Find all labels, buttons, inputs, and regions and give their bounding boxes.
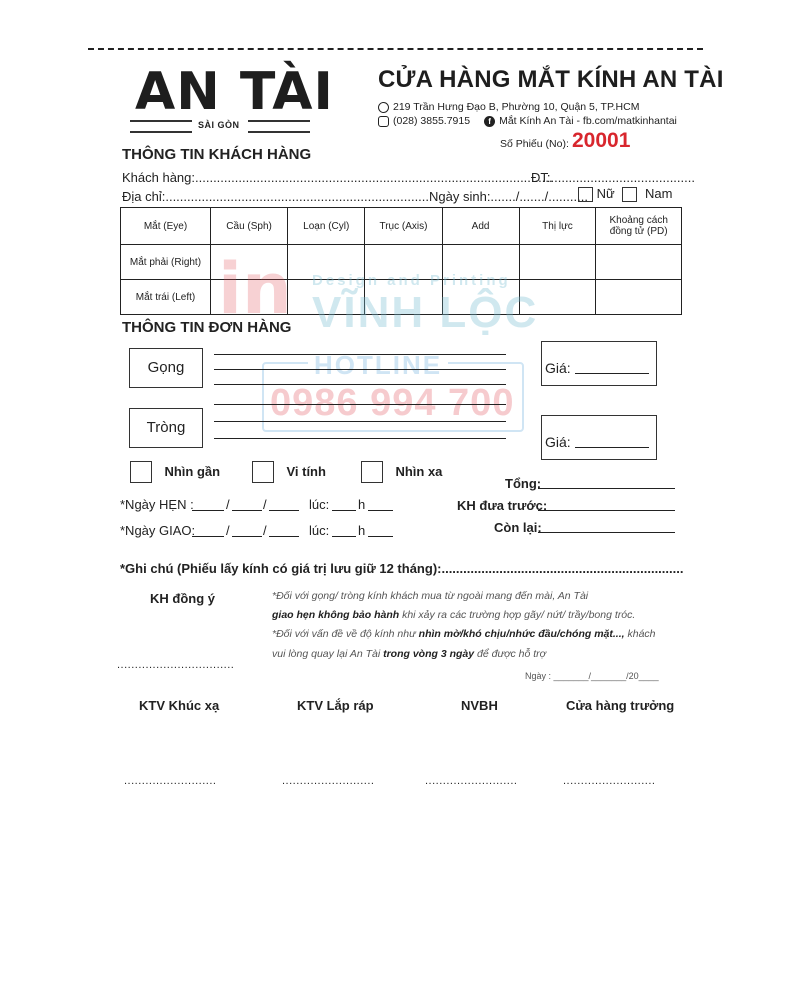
frame-price-line[interactable] bbox=[575, 373, 649, 374]
lens-line[interactable] bbox=[214, 404, 506, 405]
note-line-2 bbox=[272, 609, 635, 621]
deliv-day[interactable] bbox=[192, 536, 224, 537]
note-line-3 bbox=[272, 628, 656, 640]
appt-time[interactable] bbox=[332, 510, 356, 511]
table-cell[interactable] bbox=[596, 245, 682, 280]
customer-section-title: THÔNG TIN KHÁCH HÀNG bbox=[122, 146, 312, 163]
deliv-year[interactable] bbox=[269, 536, 299, 537]
male-checkbox[interactable] bbox=[622, 187, 637, 202]
time-label: lúc: bbox=[309, 497, 330, 512]
shop-address bbox=[378, 101, 639, 113]
table-cell[interactable] bbox=[596, 280, 682, 315]
price-label: Giá: bbox=[545, 360, 571, 376]
signature-line[interactable]: .......................... bbox=[563, 775, 656, 787]
customer-signature-line[interactable]: ................................. bbox=[117, 659, 235, 671]
female-label: Nữ bbox=[596, 186, 615, 201]
deposit-line[interactable] bbox=[538, 510, 675, 511]
computer-checkbox[interactable] bbox=[252, 461, 274, 483]
facebook-icon: f bbox=[484, 116, 495, 127]
total-label: Tổng: bbox=[505, 476, 542, 491]
note-bold: nhìn mờ/khó chịu/nhức đầu/chóng mặt..., bbox=[418, 628, 625, 640]
option-near bbox=[130, 461, 220, 483]
lens-line[interactable] bbox=[214, 421, 506, 422]
lens-box bbox=[129, 408, 203, 448]
deliv-minute[interactable] bbox=[368, 536, 393, 537]
logo-subtitle: SÀI GÒN bbox=[198, 120, 240, 130]
signature-label: KTV Khúc xạ bbox=[139, 698, 220, 713]
facebook-text: Mắt Kính An Tài - fb.com/matkinhantai bbox=[499, 115, 677, 127]
signature-label: NVBH bbox=[461, 698, 498, 713]
male-label: Nam bbox=[644, 186, 673, 201]
customer-agree-label: KH đồng ý bbox=[150, 591, 215, 606]
lens-price-line[interactable] bbox=[575, 447, 649, 448]
option-computer bbox=[252, 461, 326, 483]
frame-label: Gọng bbox=[147, 359, 185, 376]
cut-line bbox=[88, 48, 703, 50]
table-header: Add bbox=[442, 208, 519, 245]
appointment-label: *Ngày HẸN : bbox=[120, 497, 194, 512]
watermark-brand: VĨNH LỘC bbox=[312, 288, 539, 337]
frame-line[interactable] bbox=[214, 369, 506, 370]
deposit-label: KH đưa trước: bbox=[457, 498, 548, 513]
signature-line[interactable]: .......................... bbox=[124, 775, 217, 787]
watermark-tagline: Design and Printing bbox=[312, 272, 511, 289]
gender-options bbox=[578, 186, 672, 202]
frame-box bbox=[129, 348, 203, 388]
lens-label: Tròng bbox=[146, 419, 186, 436]
appt-day[interactable] bbox=[192, 510, 224, 511]
hour-label: h bbox=[358, 497, 366, 512]
signature-line[interactable]: .......................... bbox=[282, 775, 375, 787]
ticket-number-label: Số Phiếu (No): bbox=[500, 138, 569, 150]
table-cell[interactable] bbox=[519, 245, 596, 280]
shop-name: CỬA HÀNG MẮT KÍNH AN TÀI bbox=[378, 66, 724, 93]
near-checkbox[interactable] bbox=[130, 461, 152, 483]
note-text: để được hỗ trợ bbox=[474, 648, 546, 660]
logo-rule-left bbox=[130, 120, 192, 133]
note-text: *Đối với vấn đề về độ kính như bbox=[272, 628, 419, 640]
remaining-label: Còn lại: bbox=[494, 520, 542, 535]
signature-label: Cửa hàng trưởng bbox=[566, 698, 675, 713]
slash: / bbox=[263, 523, 267, 538]
note-bold: trong vòng 3 ngày bbox=[383, 648, 475, 660]
logo-rule-right bbox=[248, 120, 310, 133]
table-header: Mắt (Eye) bbox=[121, 208, 211, 245]
female-checkbox[interactable] bbox=[578, 187, 593, 202]
table-header: Loạn (Cyl) bbox=[288, 208, 365, 245]
table-header: Trục (Axis) bbox=[365, 208, 442, 245]
row-label-left-eye: Mắt trái (Left) bbox=[121, 280, 211, 315]
signature-label: KTV Lắp ráp bbox=[297, 698, 374, 713]
appt-month[interactable] bbox=[232, 510, 262, 511]
hour-label: h bbox=[358, 523, 366, 538]
note-line-4 bbox=[272, 648, 546, 660]
deliv-time[interactable] bbox=[332, 536, 356, 537]
far-label: Nhìn xa bbox=[395, 464, 443, 480]
row-label-right-eye: Mắt phải (Right) bbox=[121, 245, 211, 280]
table-header: Thị lực bbox=[519, 208, 596, 245]
watermark-logo: in bbox=[218, 248, 292, 330]
address-dob-field[interactable]: Địa chỉ:.........................................................................Ngày sinh:......./......./........... bbox=[122, 189, 588, 204]
note-text: vui lòng quay lại An Tài bbox=[272, 648, 384, 660]
near-label: Nhìn gần bbox=[164, 464, 221, 480]
frame-line[interactable] bbox=[214, 384, 506, 385]
frame-line[interactable] bbox=[214, 354, 506, 355]
deliv-month[interactable] bbox=[232, 536, 262, 537]
address-text: 219 Trần Hưng Đạo B, Phường 10, Quận 5, TP.HCM bbox=[393, 101, 640, 113]
phone-field[interactable]: ĐT:........................................ bbox=[531, 170, 695, 185]
signature-line[interactable]: .......................... bbox=[425, 775, 518, 787]
note-text: khách bbox=[624, 628, 656, 640]
phone-text: (028) 3855.7915 bbox=[393, 115, 471, 127]
customer-name-field[interactable]: Khách hàng:................................................................................................... bbox=[122, 170, 553, 185]
appt-minute[interactable] bbox=[368, 510, 393, 511]
slash: / bbox=[226, 523, 230, 538]
ticket-number: 20001 bbox=[572, 129, 631, 152]
far-checkbox[interactable] bbox=[361, 461, 383, 483]
note-bold: giao hẹn không bảo hành bbox=[272, 609, 400, 621]
watermark-phone: 0986 994 700 bbox=[270, 382, 515, 424]
computer-label: Vi tính bbox=[286, 464, 326, 480]
location-pin-icon bbox=[378, 102, 389, 113]
note-text: khi xảy ra các trường hợp gãy/ nứt/ trầy/bong tróc. bbox=[399, 609, 636, 621]
table-header: Khoảng cách đồng tử (PD) bbox=[596, 208, 682, 245]
note-field[interactable]: *Ghi chú (Phiếu lấy kính có giá trị lưu giữ 12 tháng):................................................................... bbox=[120, 561, 684, 576]
table-header: Cầu (Sph) bbox=[210, 208, 287, 245]
price-label: Giá: bbox=[545, 434, 571, 450]
note-line-1: *Đối với gọng/ tròng kính khách mua từ ngoài mang đến mài, An Tài bbox=[272, 590, 589, 602]
lens-line[interactable] bbox=[214, 438, 506, 439]
frame-price-box bbox=[541, 341, 657, 386]
appt-year[interactable] bbox=[269, 510, 299, 511]
slash: / bbox=[226, 497, 230, 512]
phone-icon bbox=[378, 116, 389, 127]
slash: / bbox=[263, 497, 267, 512]
order-section-title: THÔNG TIN ĐƠN HÀNG bbox=[122, 319, 292, 336]
shop-contact bbox=[378, 115, 677, 127]
lens-price-box bbox=[541, 415, 657, 460]
watermark-hotline: HOTLINE bbox=[308, 350, 448, 381]
remaining-line[interactable] bbox=[538, 532, 675, 533]
time-label: lúc: bbox=[309, 523, 330, 538]
logo-text: AN TÀI bbox=[135, 62, 334, 122]
option-far bbox=[361, 461, 442, 483]
delivery-label: *Ngày GIAO: bbox=[120, 523, 196, 538]
total-line[interactable] bbox=[538, 488, 675, 489]
date-field[interactable]: Ngày : _______/_______/20____ bbox=[525, 671, 659, 681]
